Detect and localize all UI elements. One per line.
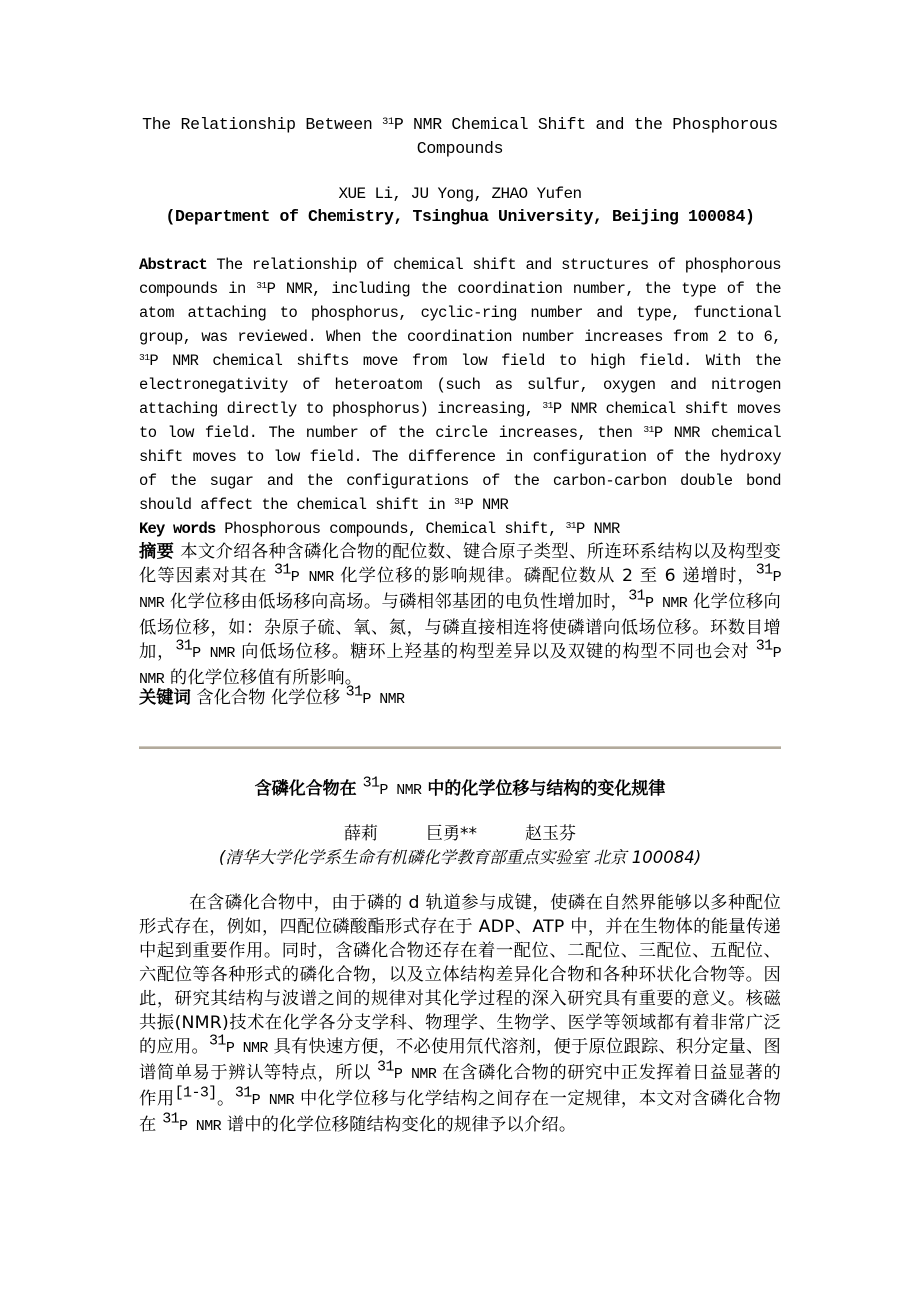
nmr-text: P NMR [379, 782, 422, 799]
title-text: P NMR Chemical Shift and the Phosphorous Compounds [393, 115, 778, 158]
isotope-superscript: 31 [454, 496, 465, 508]
abstract-text: P NMR chemical shifts move from low field to high field. With the electronegativity of heteroatom (such as sulfur, oxygen and nitrogen attaching directly to phosphorus) increasing, [139, 352, 781, 418]
isotope-superscript: 31 [175, 637, 193, 655]
section-divider [139, 746, 781, 749]
nmr-text: P NMR [645, 595, 688, 612]
isotope-superscript: 31 [628, 587, 646, 605]
keywords-text: 含化合物 化学位移 [190, 688, 346, 708]
nmr-text: P NMR [290, 569, 334, 586]
isotope-superscript: 31 [755, 637, 773, 655]
isotope-superscript: 31 [234, 1084, 252, 1102]
isotope-superscript: 31 [565, 520, 576, 532]
title-text: The Relationship Between [142, 115, 383, 134]
isotope-superscript: 31 [162, 1110, 179, 1128]
chinese-title [139, 774, 781, 803]
abstract-text: 化学位移由低场移向高场。与磷相邻基团的电负性增加时， [164, 592, 629, 612]
english-affiliation: (Department of Chemistry, Tsinghua University, Beijing 100084) [165, 207, 755, 226]
nmr-text: P NMR [225, 1040, 268, 1057]
keywords-text: Phosphorous compounds, Chemical shift, [215, 520, 566, 538]
chinese-abstract-label: 摘要 [139, 542, 175, 562]
nmr-text: P NMR [393, 1066, 437, 1083]
english-keywords [139, 517, 781, 541]
title-text: 含磷化合物在 [254, 779, 363, 799]
abstract-text: P NMR, including the coordination number, the type of the atom attaching to phosphorus, cyclic-ring number and type, functional group, was reviewed. When the coordination number increases from 2 to 6, [139, 280, 781, 346]
chinese-keywords [139, 683, 781, 712]
isotope-superscript: 31 [755, 561, 773, 579]
abstract-text: 本文介绍各种含磷化合物的配位数、键合原子类型、所连环系结构以及构型变化等因素对其在 [139, 542, 781, 586]
body-text: 在含磷化合物中，由于磷的 d 轨道参与成键，使磷在自然界能够以多种配位形式存在，例如，四配位磷酸酯形式存在于 ADP、ATP 中，并在生物体的能量传递中起到重要作用。同时，含磷化合物还存在着一配位、二配位、三配位、五配位、六配位等各种形式的磷化合物，以及立体结构差异化合物和各种环状化合物等。因此，研究其结构与波谱之间的规律对其化学过程的深入研究具有重要的意义。核磁共振(NMR)技术在化学各分支学科、物理学、生物学、医学等领域都有着非常广泛的应用。 [139, 893, 781, 1057]
isotope-superscript: 31 [542, 400, 553, 412]
nmr-text: P NMR [251, 1092, 295, 1109]
nmr-text: P NMR [362, 691, 405, 708]
chinese-keywords-label: 关键词 [139, 688, 191, 708]
title-text: 中的化学位移与结构的变化规律 [421, 779, 666, 799]
body-text: 在含磷化合物的研究中正发挥着日益显著的作用 [139, 1063, 781, 1109]
abstract-text: 向低场位移。糖环上羟基的构型差异以及双键的构型不同也会对 [234, 642, 756, 662]
body-text: 中化学位移与化学结构之间存在一定规律，本文对含磷化合物在 [139, 1089, 781, 1135]
author-name: 赵玉芬 [525, 824, 576, 844]
keywords-label: Key words [139, 520, 216, 538]
nmr-text: P NMR [192, 645, 235, 662]
isotope-superscript: 31 [345, 683, 363, 701]
isotope-superscript: 31 [377, 1058, 394, 1076]
abstract-text: 的化学位移值有所影响。 [164, 668, 363, 688]
isotope-superscript: 31 [382, 115, 394, 128]
english-title [139, 113, 781, 161]
isotope-superscript: 31 [256, 280, 267, 292]
author-name: 巨勇** [426, 824, 477, 844]
english-abstract [139, 253, 781, 517]
body-text: 。 [216, 1089, 235, 1109]
body-text: 具有快速方便，不必使用氘代溶剂，便于原位跟踪、积分定量、图谱简单易于辨认等特点，所以 [139, 1037, 781, 1083]
author-name: 薛莉 [344, 824, 378, 844]
chinese-abstract [139, 540, 781, 692]
isotope-superscript: 31 [273, 561, 291, 579]
isotope-superscript: 31 [643, 424, 654, 436]
abstract-text: The relationship of chemical shift and structures of phosphorous compounds in [139, 256, 781, 298]
abstract-text: 化学位移的影响规律。磷配位数从 2 至 6 递增时， [333, 566, 756, 586]
nmr-text: P NMR [139, 645, 781, 688]
body-text: 谱中的化学位移随结构变化的规律予以介绍。 [221, 1115, 577, 1135]
abstract-text: P NMR chemical shift moves to low field. The number of the circle increases, then [139, 400, 781, 442]
chinese-body-paragraph [139, 891, 781, 1139]
abstract-text: P NMR chemical shift moves to low field. The difference in configuration of the hydroxy of the sugar and the configurations of the carbon-carbon double bond should affect the chemical shift in [139, 424, 781, 514]
isotope-superscript: 31 [139, 352, 150, 364]
chinese-affiliation: (清华大学化学系生命有机磷化学教育部重点实验室 北京 100084) [218, 848, 702, 867]
english-authors: XUE Li, JU Yong, ZHAO Yufen [338, 185, 582, 203]
nmr-text: P NMR [179, 1118, 222, 1135]
abstract-text: P NMR [464, 496, 509, 514]
citation-reference[interactable]: [1-3] [174, 1084, 217, 1102]
chinese-authors [139, 822, 781, 846]
isotope-superscript: 31 [362, 774, 380, 792]
abstract-text: 化学位移向低场位移，如：杂原子硫、氧、氮，与磷直接相连将使磷谱向低场位移。环数目增加， [139, 592, 781, 662]
keywords-text: P NMR [576, 520, 620, 538]
isotope-superscript: 31 [209, 1032, 226, 1050]
abstract-label: Abstract [139, 256, 208, 274]
nmr-text: P NMR [139, 569, 781, 612]
